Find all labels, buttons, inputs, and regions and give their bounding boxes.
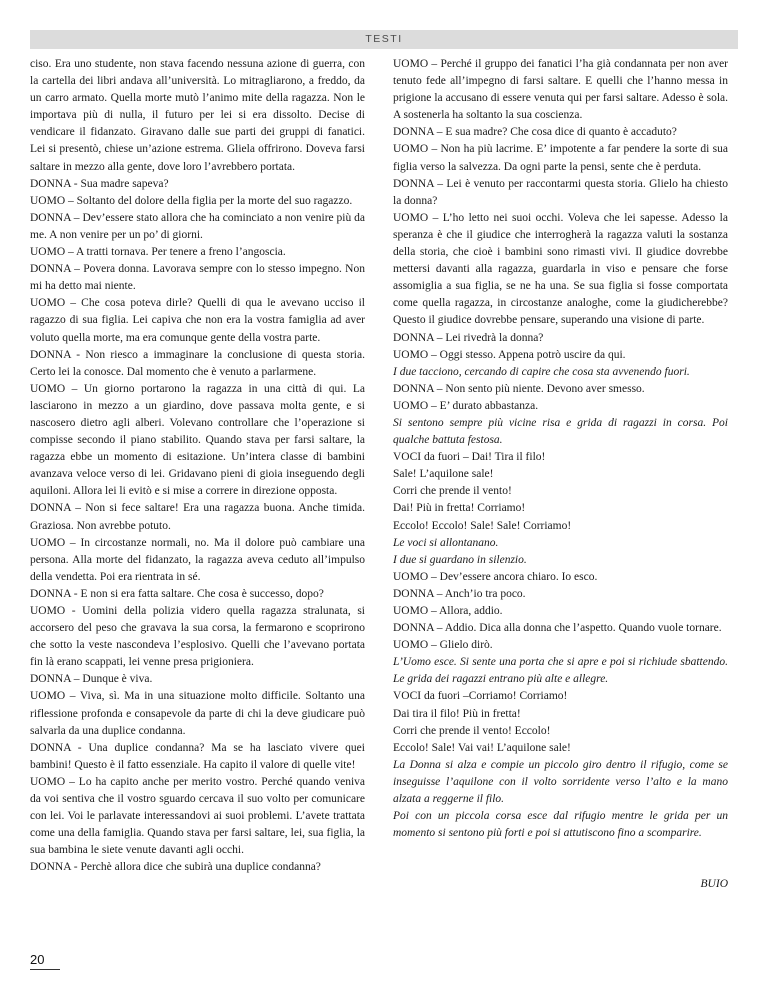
- dialogue-paragraph: DONNA – E sua madre? Che cosa dice di quanto è accaduto?: [393, 126, 677, 139]
- dialogue-paragraph: UOMO – Dev’essere ancora chiaro. Io esco.: [393, 570, 598, 583]
- stage-direction: L’Uomo esce. Si sente una porta che si apre e poi si richiude sbattendo. Le grida dei ragazzi entrano più alte e allegre.: [393, 656, 728, 686]
- dialogue-paragraph: DONNA – Anch’io tra poco.: [393, 587, 526, 600]
- stage-direction: Si sentono sempre più vicine risa e grida di ragazzi in corsa. Poi qualche battuta festosa.: [393, 416, 728, 447]
- dialogue-paragraph: DONNA - Perchè allora dice che subirà una duplice condanna?: [30, 861, 321, 874]
- dialogue-paragraph: UOMO - Uomini della polizia videro quella ragazza stralunata, si accorsero del peso che gravava la sua corsa, la fermarono e scoprirono che sotto la veste nascondeva l’esplosivo. Quelli che l’avevano portata fin là erano scappati, lei venne presa prigioniera.: [30, 605, 365, 669]
- dialogue-paragraph: VOCI da fuori – Dai! Tira il filo!: [393, 451, 546, 464]
- dialogue-paragraph: Corri che prende il vento!: [393, 485, 512, 498]
- stage-direction: I due si guardano in silenzio.: [393, 553, 527, 566]
- dialogue-paragraph: DONNA – Addio. Dica alla donna che l’aspetto. Quando vuole tornare.: [393, 622, 722, 635]
- dialogue-paragraph: UOMO – A tratti tornava. Per tenere a freno l’angoscia.: [30, 246, 286, 259]
- dialogue-paragraph: DONNA - Non riesco a immaginare la conclusione di questa storia. Certo lei la conosce. Dal momento che è venuto a parlarmene.: [30, 348, 365, 378]
- dialogue-paragraph: DONNA – Non sento più niente. Devono aver smesso.: [393, 382, 645, 395]
- page-number: 20: [30, 952, 45, 967]
- dialogue-paragraph: UOMO – Viva, sì. Ma in una situazione molto difficile. Soltanto una riflessione profonda e consapevole da parte di chi la deve giudicare può salvarla da una duplice condanna.: [30, 690, 365, 737]
- dialogue-paragraph: UOMO – E’ durato abbastanza.: [393, 399, 539, 412]
- closing-direction: BUIO: [700, 878, 728, 891]
- dialogue-paragraph: DONNA - Sua madre sapeva?: [30, 177, 169, 190]
- dialogue-paragraph: DONNA – Lei è venuto per raccontarmi questa storia. Glielo ha chiesto la donna?: [393, 177, 728, 207]
- stage-direction: Le voci si allontanano.: [393, 536, 499, 549]
- page-number-rule: [30, 969, 60, 970]
- dialogue-paragraph: UOMO – Allora, addio.: [393, 605, 503, 617]
- dialogue-paragraph: UOMO – Glielo dirò.: [393, 639, 493, 652]
- dialogue-paragraph: UOMO – Lo ha capito anche per merito vostro. Perché quando veniva da voi sentiva che il vostro sguardo cercava il suo volto per comunicare con lei. Voi le parlavate interessandovi ai suoi problemi. L’avete trattata come una della famiglia. Quando stava per farsi saltare, lei, sua figlia, la sua bambina le siete venute davanti agli occhi.: [30, 775, 365, 857]
- dialogue-paragraph: DONNA - E non si era fatta saltare. Che cosa è successo, dopo?: [30, 587, 324, 600]
- dialogue-paragraph: VOCI da fuori –Corriamo! Corriamo!: [393, 690, 568, 703]
- dialogue-paragraph: UOMO – Non ha più lacrime. E’ impotente a far pendere la sorte di sua figlia verso la salvezza. Da ogni parte la pensi, sente che è perduta.: [393, 143, 728, 173]
- dialogue-paragraph: UOMO – Perché il gruppo dei fanatici l’ha già condannata per non aver tenuto fede all’impegno di farsi saltare. E quelli che l’hanno messa in prigione la accusano di essere venuta qui per farsi saltare. Adesso è sola. A sostenerla ha soltanto la sua coscienza.: [393, 58, 728, 122]
- dialogue-paragraph: UOMO – Un giorno portarono la ragazza in una città di qui. La lasciarono in mezzo a un giardino, dove passava molta gente, e si nascosero dietro agli alberi. Volevano controllare che l’operazione si compisse secondo il piano stabilito. Quando stava per farsi saltare, la ragazza ebbe un momento di esitazione. Un’intera classe di bambini avanzava veloce verso di lei. Gridavano pieni di gioia inseguendo degli aquiloni. Allora lei li evitò e si mise a correre in direzione opposta.: [30, 382, 365, 498]
- dialogue-paragraph: UOMO – Che cosa poteva dirle? Quelli di qua le avevano ucciso il ragazzo di sua figlia. Lei capiva che non era la vostra famiglia ad aver voluto quella morte, ma era comunque gente della vostra parte.: [30, 297, 365, 344]
- dialogue-paragraph: DONNA – Povera donna. Lavorava sempre con lo stesso impegno. Non mi ha detto mai niente.: [30, 263, 365, 293]
- section-header: TESTI: [30, 30, 738, 49]
- dialogue-paragraph: Dai tira il filo! Più in fretta!: [393, 707, 521, 720]
- dialogue-paragraph: DONNA – Lei rivedrà la donna?: [393, 331, 544, 344]
- dialogue-paragraph: ciso. Era uno studente, non stava facendo nessuna azione di guerra, con la cartella dei libri andava all’università. Lo mitragliarono, a freddo, da un carro armato. Quella morte mutò l’animo mite della ragazza. Non le importava più di nulla, il futuro per lei si era dissolto. Decise di vendicare il fidanzato. Giravano dalle sue parti dei gruppi di fanatici. Lei si presentò, chiese un’azione estrema. Gliela offrirono. Doveva farsi saltare in mezzo alla gente, dove loro l’avrebbero portata.: [30, 58, 365, 173]
- stage-direction: Poi con un piccola corsa esce dal rifugio mentre le grida per un momento si sentono più forti e poi si attutiscono fino a scomparire.: [393, 810, 728, 840]
- right-column: [393, 56, 728, 893]
- stage-direction: La Donna si alza e compie un piccolo giro dentro il rifugio, come se inseguisse l’aquilone con il volto sorridente verso l’alto e la mano alzata a reggerne il filo.: [393, 758, 728, 806]
- dialogue-paragraph: Eccolo! Sale! Vai vai! L’aquilone sale!: [393, 741, 571, 754]
- dialogue-paragraph: DONNA – Dev’essere stato allora che ha cominciato a non venire più da me. A non venire per un po’ di giorni.: [30, 211, 365, 241]
- dialogue-paragraph: UOMO – Oggi stesso. Appena potrò uscire da qui.: [393, 348, 626, 361]
- dialogue-paragraph: UOMO – L’ho letto nei suoi occhi. Voleva che lei sapesse. Adesso la speranza è che il giudice che interrogherà la ragazza valuti la sostanza della storia, che cioè i bambini sono rimasti vivi. Il giudice dovrebbe mettersi davanti alla ragazza, guardarla in viso e pensare che forse assomiglia a sua figlia, se ne ha una. Se sua figlia si fosse comportata come quella ragazza, in circostanze analoghe, come la giudicherebbe? Questo il giudice dovrebbe pensare, superando una visione di parte.: [393, 211, 728, 327]
- dialogue-paragraph: UOMO – Soltanto del dolore della figlia per la morte del suo ragazzo.: [30, 194, 353, 207]
- dialogue-paragraph: Eccolo! Eccolo! Sale! Sale! Corriamo!: [393, 519, 572, 532]
- dialogue-paragraph: UOMO – In circostanze normali, no. Ma il dolore può cambiare una persona. Alla morte del fidanzato, la ragazza aveva ceduto all’impulso della vendetta. Poi era rientrata in sé.: [30, 536, 365, 583]
- stage-direction: I due tacciono, cercando di capire che cosa sta avvenendo fuori.: [393, 365, 690, 378]
- dialogue-paragraph: DONNA – Dunque è viva.: [30, 673, 153, 686]
- dialogue-paragraph: DONNA – Non si fece saltare! Era una ragazza buona. Anche timida. Graziosa. Non avrebbe potuto.: [30, 502, 365, 532]
- dialogue-paragraph: Sale! L’aquilone sale!: [393, 468, 494, 481]
- left-column: [30, 56, 365, 877]
- dialogue-paragraph: DONNA - Una duplice condanna? Ma se ha lasciato vivere quei bambini! Questo è il fatto essenziale. Ha capito il valore di quelle vite!: [30, 741, 365, 771]
- dialogue-paragraph: Corri che prende il vento! Eccolo!: [393, 724, 551, 737]
- dialogue-paragraph: Dai! Più in fretta! Corriamo!: [393, 502, 526, 515]
